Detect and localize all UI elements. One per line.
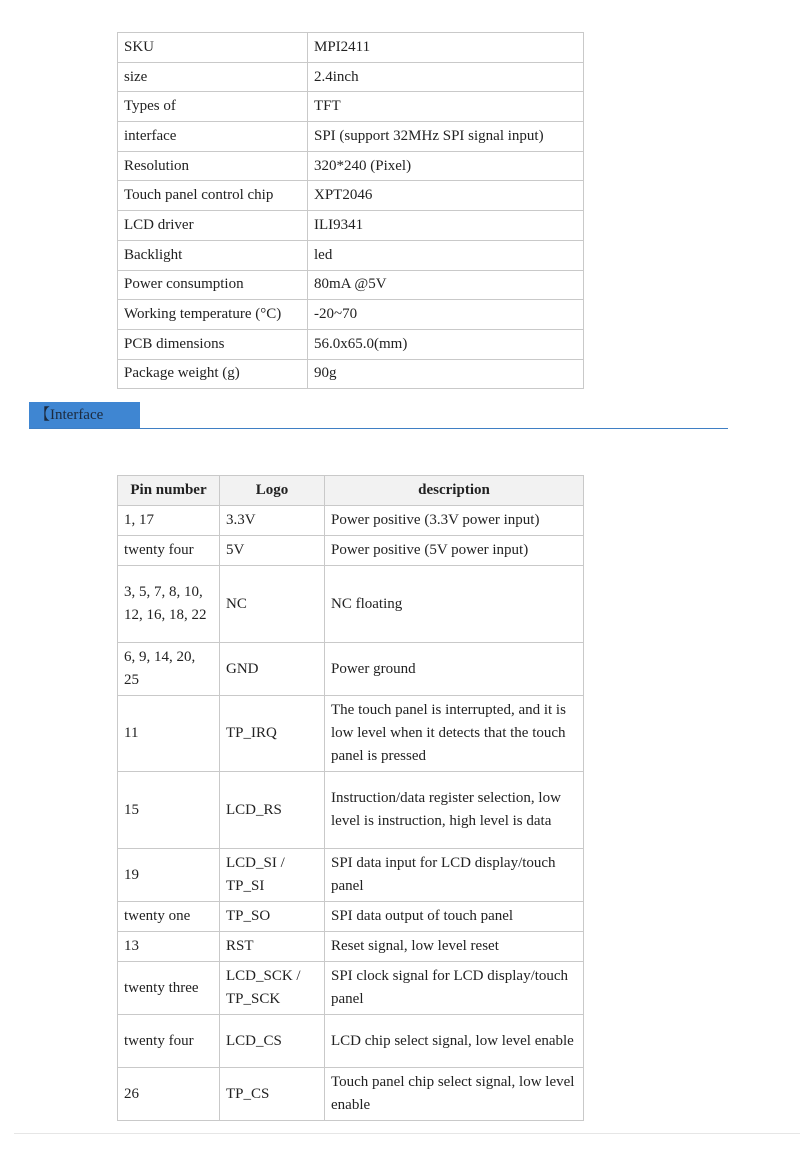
logo-cell: LCD_RS: [220, 772, 325, 849]
description-cell: Power positive (5V power input): [325, 536, 584, 566]
description-cell: NC floating: [325, 566, 584, 643]
description-cell: Power positive (3.3V power input): [325, 506, 584, 536]
description-cell: Instruction/data register selection, low level is instruction, high level is data: [325, 772, 584, 849]
logo-cell: 5V: [220, 536, 325, 566]
pin-cell: 15: [118, 772, 220, 849]
section-header: [29, 402, 728, 429]
spec-key: Touch panel control chip: [118, 181, 308, 211]
spec-value: XPT2046: [308, 181, 584, 211]
spec-key: Types of: [118, 92, 308, 122]
table-row: [118, 359, 584, 389]
spec-key: PCB dimensions: [118, 329, 308, 359]
table-row: [118, 211, 584, 241]
logo-cell: 3.3V: [220, 506, 325, 536]
table-row: [118, 151, 584, 181]
description-cell: Reset signal, low level reset: [325, 932, 584, 962]
table-row: [118, 643, 584, 696]
table-row: [118, 1015, 584, 1068]
logo-cell: LCD_SI / TP_SI: [220, 849, 325, 902]
section-title: 【Interface: [29, 402, 140, 428]
pin-cell: twenty three: [118, 962, 220, 1015]
pin-cell: 19: [118, 849, 220, 902]
table-row: [118, 849, 584, 902]
table-row: [118, 772, 584, 849]
table-row: [118, 122, 584, 152]
logo-cell: TP_IRQ: [220, 696, 325, 772]
description-cell: SPI data input for LCD display/touch panel: [325, 849, 584, 902]
column-header-pin: Pin number: [118, 476, 220, 506]
spec-value: SPI (support 32MHz SPI signal input): [308, 122, 584, 152]
pin-cell: 26: [118, 1068, 220, 1121]
table-row: [118, 240, 584, 270]
description-cell: Power ground: [325, 643, 584, 696]
table-row: [118, 62, 584, 92]
table-row: [118, 33, 584, 63]
description-cell: SPI clock signal for LCD display/touch panel: [325, 962, 584, 1015]
spec-key: interface: [118, 122, 308, 152]
table-row: [118, 696, 584, 772]
table-row: [118, 300, 584, 330]
description-cell: The touch panel is interrupted, and it is low level when it detects that the touch panel is pressed: [325, 696, 584, 772]
spec-key: Backlight: [118, 240, 308, 270]
table-header-row: [118, 476, 584, 506]
description-cell: LCD chip select signal, low level enable: [325, 1015, 584, 1068]
table-row: [118, 270, 584, 300]
logo-cell: TP_SO: [220, 902, 325, 932]
spec-value: 56.0x65.0(mm): [308, 329, 584, 359]
spec-value: led: [308, 240, 584, 270]
divider: [14, 1133, 800, 1134]
spec-value: TFT: [308, 92, 584, 122]
spec-key: Working temperature (°C): [118, 300, 308, 330]
logo-cell: TP_CS: [220, 1068, 325, 1121]
table-row: [118, 902, 584, 932]
logo-cell: NC: [220, 566, 325, 643]
spec-table: [117, 32, 584, 389]
logo-cell: RST: [220, 932, 325, 962]
pin-cell: 6, 9, 14, 20, 25: [118, 643, 220, 696]
table-row: [118, 506, 584, 536]
pin-table: [117, 475, 584, 1121]
column-header-description: description: [325, 476, 584, 506]
spec-key: Resolution: [118, 151, 308, 181]
table-row: [118, 329, 584, 359]
spec-value: -20~70: [308, 300, 584, 330]
table-row: [118, 181, 584, 211]
table-row: [118, 1068, 584, 1121]
spec-key: SKU: [118, 33, 308, 63]
spec-value: ILI9341: [308, 211, 584, 241]
spec-key: Package weight (g): [118, 359, 308, 389]
table-row: [118, 962, 584, 1015]
description-cell: Touch panel chip select signal, low level enable: [325, 1068, 584, 1121]
logo-cell: LCD_SCK / TP_SCK: [220, 962, 325, 1015]
description-cell: SPI data output of touch panel: [325, 902, 584, 932]
spec-value: MPI2411: [308, 33, 584, 63]
pin-cell: 13: [118, 932, 220, 962]
pin-cell: 3, 5, 7, 8, 10, 12, 16, 18, 22: [118, 566, 220, 643]
table-row: [118, 566, 584, 643]
table-row: [118, 92, 584, 122]
logo-cell: GND: [220, 643, 325, 696]
spec-key: LCD driver: [118, 211, 308, 241]
spec-value: 2.4inch: [308, 62, 584, 92]
pin-cell: twenty four: [118, 536, 220, 566]
spec-value: 90g: [308, 359, 584, 389]
pin-cell: 1, 17: [118, 506, 220, 536]
pin-cell: twenty four: [118, 1015, 220, 1068]
spec-value: 320*240 (Pixel): [308, 151, 584, 181]
spec-key: size: [118, 62, 308, 92]
pin-cell: 11: [118, 696, 220, 772]
table-row: [118, 536, 584, 566]
table-row: [118, 932, 584, 962]
logo-cell: LCD_CS: [220, 1015, 325, 1068]
spec-key: Power consumption: [118, 270, 308, 300]
pin-cell: twenty one: [118, 902, 220, 932]
column-header-logo: Logo: [220, 476, 325, 506]
spec-value: 80mA @5V: [308, 270, 584, 300]
